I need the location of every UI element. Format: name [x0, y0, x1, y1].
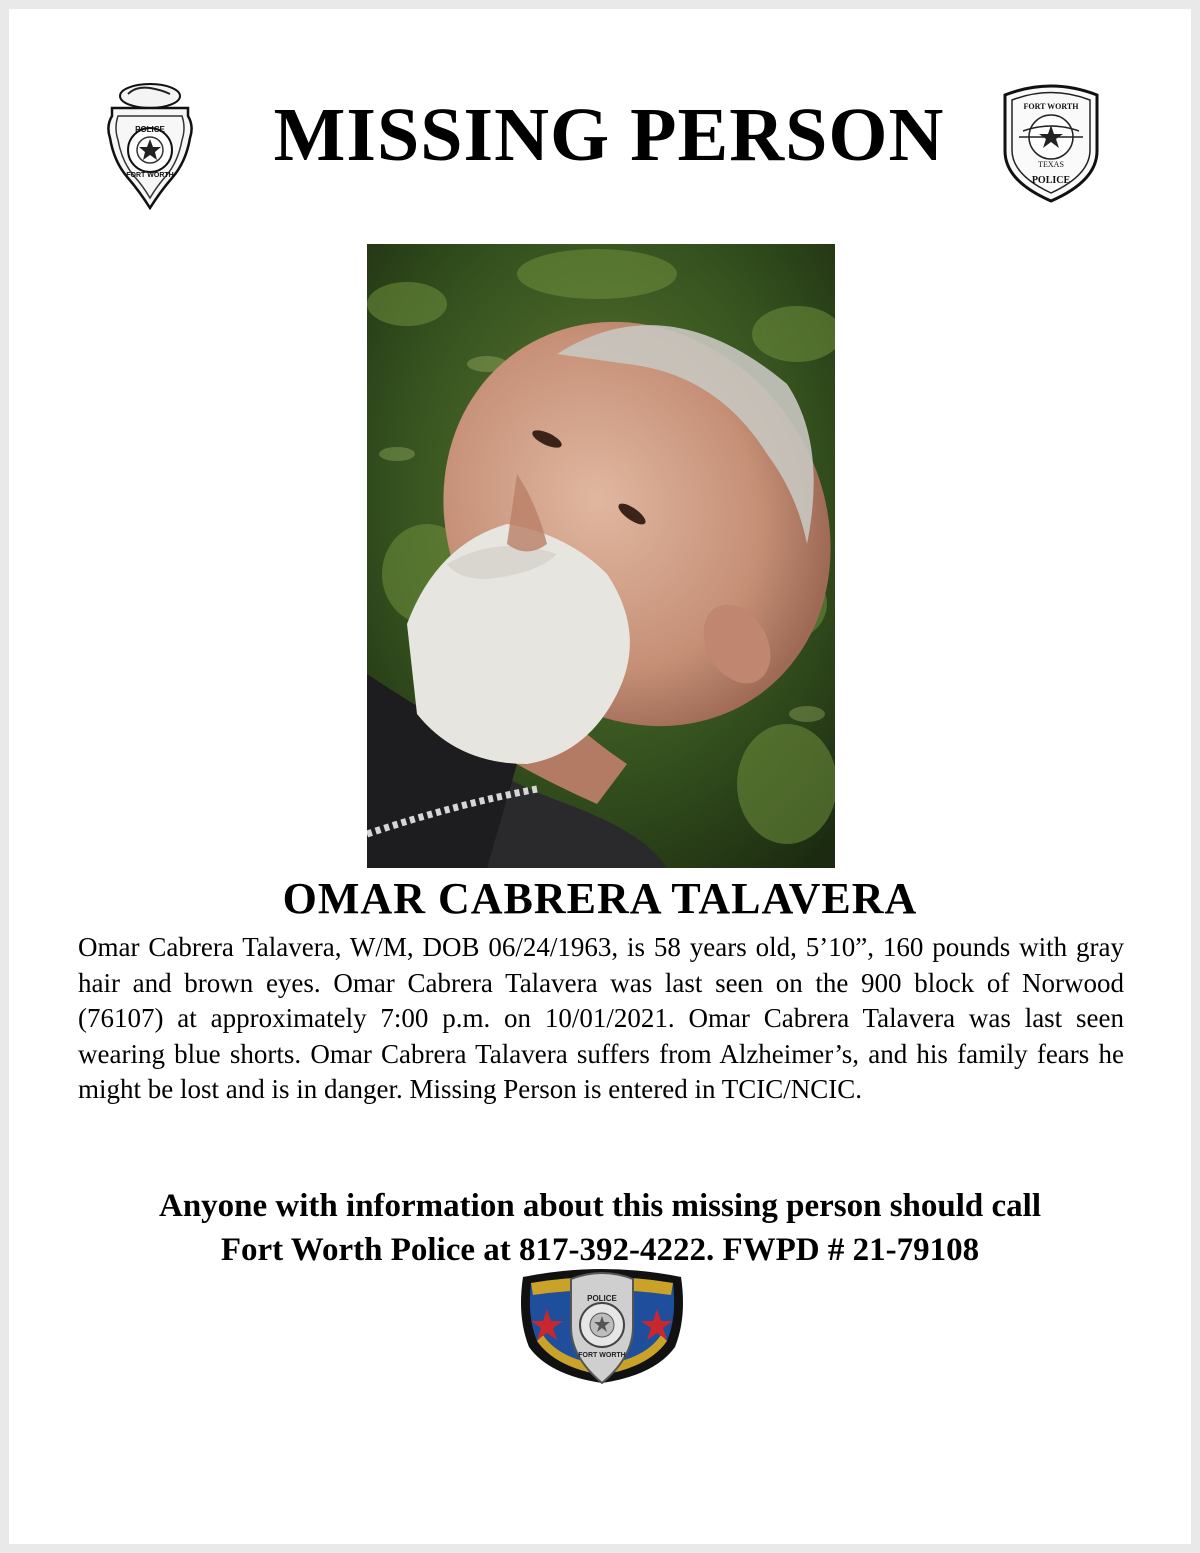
contact-information: [49, 1184, 1151, 1272]
patch-right-text-mid: TEXAS: [1038, 160, 1064, 169]
footer-badge-text-bottom: FORT WORTH: [578, 1352, 626, 1359]
flyer-page: [9, 9, 1191, 1544]
footer-badge-text-top: POLICE: [587, 1294, 617, 1303]
police-patch-icon: [999, 81, 1103, 203]
missing-person-description: Omar Cabrera Talavera, W/M, DOB 06/24/1963, is 58 years old, 5’10”, 160 pounds with gray hair and brown eyes. Omar Cabrera Talavera was last seen on the 900 block of Norwood (76107) at approximately 7:00 p.m. on 10/01/2021. Omar Cabrera Talavera was last seen wearing blue shorts. Omar Cabrera Talavera suffers from Alzheimer’s, and his family fears he might be lost and is in danger. Missing Person is entered in TCIC/NCIC.: [78, 932, 1124, 1104]
page-title: MISSING PERSON: [273, 93, 945, 177]
patch-right-text-top: FORT WORTH: [1023, 102, 1079, 111]
contact-line-2: Fort Worth Police at 817-392-4222. FWPD # 21-79108: [220, 1232, 980, 1268]
missing-person-photo: [367, 244, 835, 868]
missing-person-name: OMAR CABRERA TALAVERA: [282, 874, 918, 923]
fort-worth-police-badge-icon: [515, 1267, 689, 1385]
contact-line-1: Anyone with information about this missing person should call: [159, 1188, 1041, 1224]
person-photo-illustration: [367, 244, 835, 868]
badge-left-text-bottom: FORT WORTH: [126, 172, 174, 179]
patch-right-text-bottom: POLICE: [1031, 175, 1071, 186]
badge-left-text-top: POLICE: [135, 125, 165, 134]
